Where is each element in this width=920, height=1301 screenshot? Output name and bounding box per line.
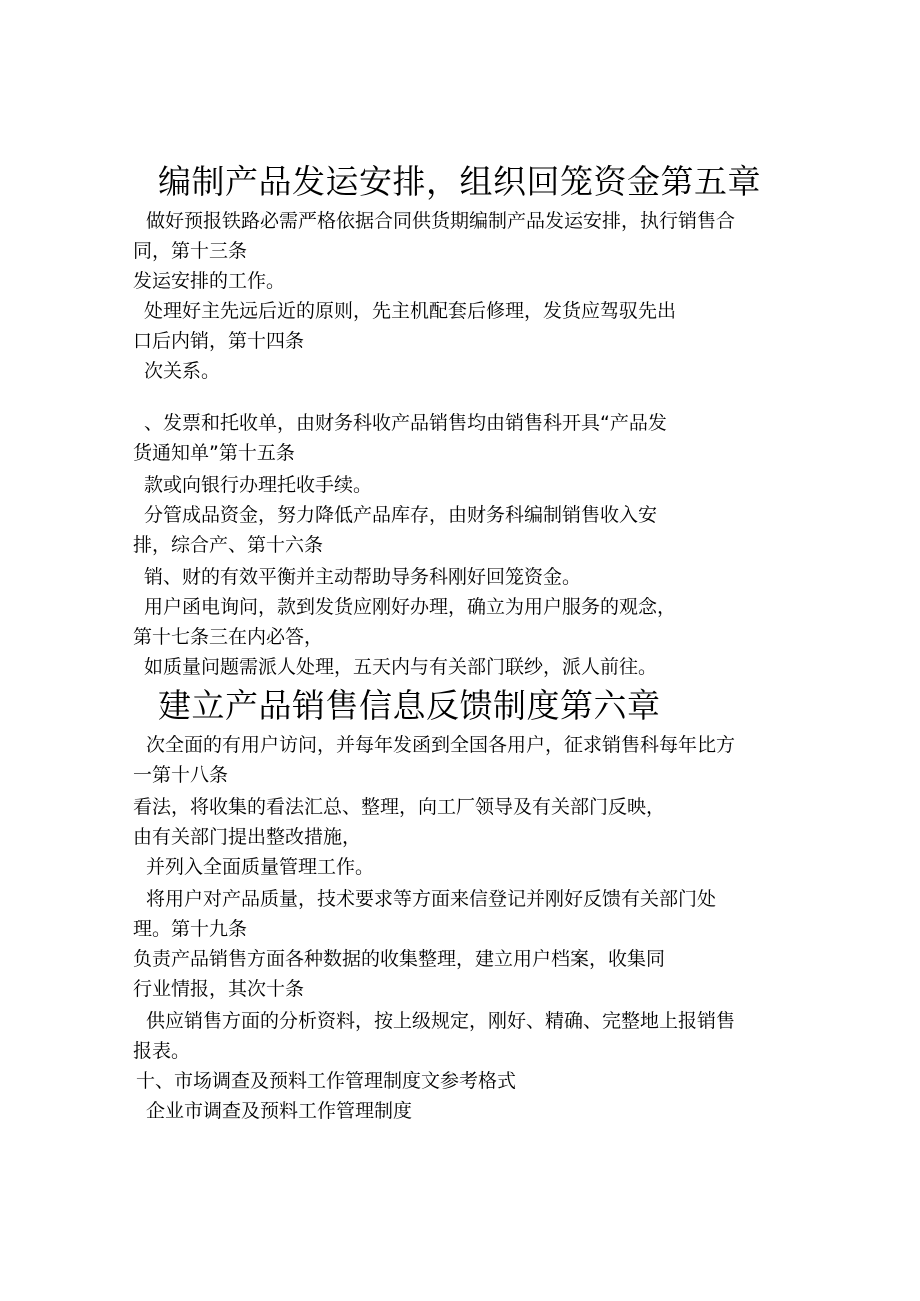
section5-line-15: 如质量问题需派人处理，五天内与有关部门联纱，派人前往。: [144, 656, 658, 678]
section6-line-2: 一第十八条: [133, 764, 229, 786]
section5-line-7: 、发票和托收单，由财务科收产品销售均由销售科开具“产品发: [144, 412, 667, 434]
section6-heading: 建立产品销售信息反馈制度第六章: [158, 686, 661, 725]
section5-line-5: 口后内销，第十四条: [133, 330, 305, 352]
section5-line-1: 做好预报铁路必需严格依据合同供货期编制产品发运安排，执行销售合: [146, 210, 736, 232]
section6-line-10: 供应销售方面的分析资料，按上级规定，刚好、精确、完整地上报销售: [146, 1010, 736, 1032]
section5-heading: 编制产品发运安排，组织回笼资金第五章: [158, 162, 761, 201]
section5-line-4: 处理好主先远后近的原则，先主机配套后修理，发货应驾驭先出: [144, 300, 677, 322]
section6-line-8: 负责产品销售方面各种数据的收集整理，建立用户档案，收集同: [133, 948, 666, 970]
section5-line-14: 第十七条三在内必答，: [133, 626, 324, 648]
section6-line-11: 报表。: [133, 1040, 191, 1062]
section6-line-9: 行业情报，其次十条: [133, 978, 305, 1000]
section5-line-10: 分管成品资金，努力降低产品库存，由财务科编制销售收入安: [144, 504, 658, 526]
section5-line-11: 排，综合产、第十六条: [133, 534, 324, 556]
section5-line-2: 同，第十三条: [133, 240, 248, 262]
section5-line-13: 用户函电询问，款到发货应刚好办理，确立为用户服务的观念，: [144, 596, 677, 618]
section6-line-12: 十、市场调查及预料工作管理制度文参考格式: [136, 1070, 517, 1092]
section6-line-1: 次全面的有用户访问，并每年发函到全国各用户，征求销售科每年比方: [146, 734, 736, 756]
section5-line-6: 次关系。: [144, 360, 221, 382]
section6-line-6: 将用户对产品质量，技术要求等方面来信登记并刚好反馈有关部门处: [146, 888, 717, 910]
section5-line-3: 发运安排的工作。: [133, 270, 286, 292]
section6-line-7: 理。第十九条: [133, 918, 248, 940]
section6-line-4: 由有关部门提出整改措施，: [133, 826, 362, 848]
section5-line-9: 款或向银行办理托收手续。: [144, 474, 373, 496]
section6-line-3: 看法，将收集的看法汇总、整理，向工厂领导及有关部门反映，: [133, 796, 666, 818]
section5-line-8: 货通知单”第十五条: [133, 442, 295, 464]
section6-line-13: 企业市调查及预料工作管理制度: [146, 1100, 413, 1122]
section5-line-12: 销、财的有效平衡并主动帮助导务科刚好回笼资金。: [144, 566, 582, 588]
section6-line-5: 并列入全面质量管理工作。: [146, 856, 375, 878]
